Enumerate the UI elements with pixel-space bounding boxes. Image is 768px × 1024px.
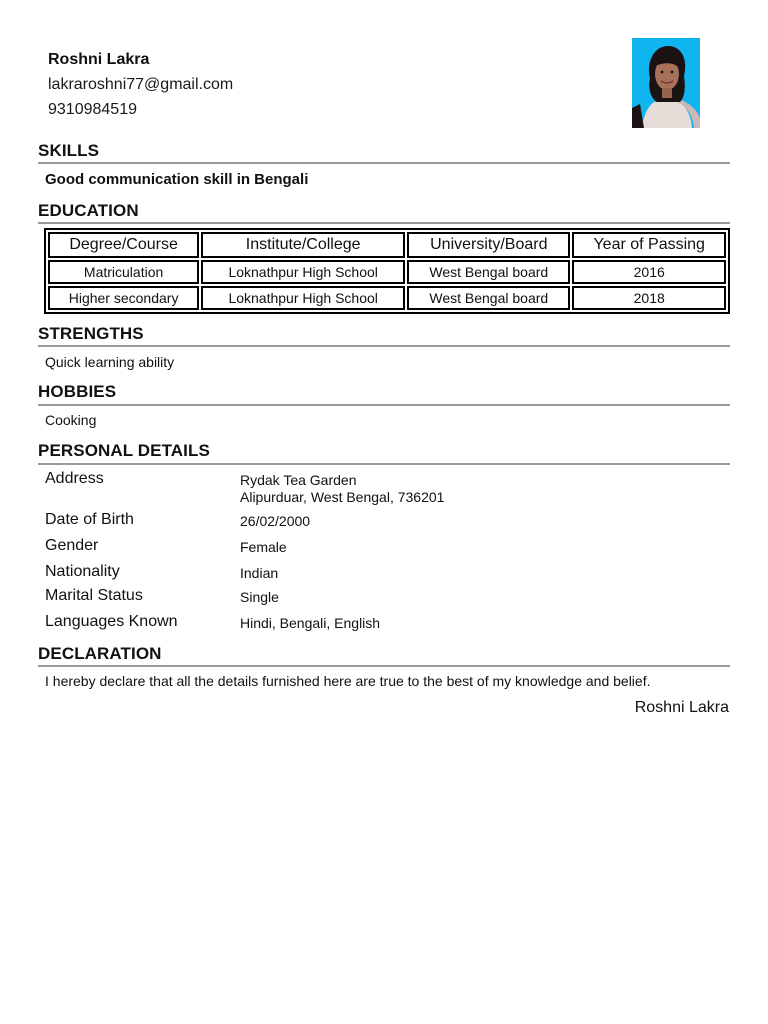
education-table xyxy=(44,228,730,314)
dob-value: 26/02/2000 xyxy=(240,513,311,529)
gender-label: Gender xyxy=(45,537,99,554)
table-cell: West Bengal board xyxy=(407,286,570,310)
profile-photo xyxy=(632,38,700,128)
table-cell: Loknathpur High School xyxy=(201,260,405,284)
table-cell: Loknathpur High School xyxy=(201,286,405,310)
personal-details-title: PERSONAL DETAILS xyxy=(38,441,210,460)
declaration-divider xyxy=(38,665,730,667)
table-cell: West Bengal board xyxy=(407,260,570,284)
table-row xyxy=(48,260,726,284)
hobbies-title: HOBBIES xyxy=(38,382,117,401)
table-header-cell: Degree/Course xyxy=(48,232,199,258)
declaration-title: DECLARATION xyxy=(38,644,162,663)
phone-text: 9310984519 xyxy=(48,101,137,118)
education-title: EDUCATION xyxy=(38,201,139,220)
strengths-title: STRENGTHS xyxy=(38,324,144,343)
table-header-cell: Year of Passing xyxy=(572,232,726,258)
strengths-divider xyxy=(38,345,730,347)
languages-value: Hindi, Bengali, English xyxy=(240,615,381,631)
table-header-cell: University/Board xyxy=(407,232,570,258)
table-cell: Higher secondary xyxy=(48,286,199,310)
hobby-item: Cooking xyxy=(45,412,97,428)
marital-status-value: Single xyxy=(240,589,279,605)
gender-value: Female xyxy=(240,539,287,555)
nationality-label: Nationality xyxy=(45,563,120,580)
candidate-name: Roshni Lakra xyxy=(48,51,150,68)
address-line-1: Rydak Tea Garden xyxy=(240,472,357,488)
email-text: lakraroshni77@gmail.com xyxy=(48,76,234,93)
table-header-row xyxy=(48,232,726,258)
table-cell: Matriculation xyxy=(48,260,199,284)
person-portrait-icon xyxy=(632,38,700,128)
table-cell: 2018 xyxy=(572,286,726,310)
signature-name: Roshni Lakra xyxy=(634,699,729,716)
skills-title: SKILLS xyxy=(38,141,100,160)
dob-label: Date of Birth xyxy=(45,511,134,528)
marital-status-label: Marital Status xyxy=(45,587,143,604)
skills-divider xyxy=(38,162,730,164)
address-line-2: Alipurduar, West Bengal, 736201 xyxy=(240,489,445,505)
header xyxy=(48,48,233,122)
address-label: Address xyxy=(45,470,104,487)
table-header-cell: Institute/College xyxy=(201,232,405,258)
table-cell: 2016 xyxy=(572,260,726,284)
table-row xyxy=(48,286,726,310)
address-value xyxy=(240,472,444,506)
declaration-text: I hereby declare that all the details furnished here are true to the best of my knowledge and belief. xyxy=(45,673,651,689)
hobbies-divider xyxy=(38,404,730,406)
nationality-value: Indian xyxy=(240,565,279,581)
education-divider xyxy=(38,222,730,224)
languages-label: Languages Known xyxy=(45,613,178,630)
personal-details-divider xyxy=(38,463,730,465)
skill-item: Good communication skill in Bengali xyxy=(45,171,309,188)
strength-item: Quick learning ability xyxy=(45,354,175,370)
